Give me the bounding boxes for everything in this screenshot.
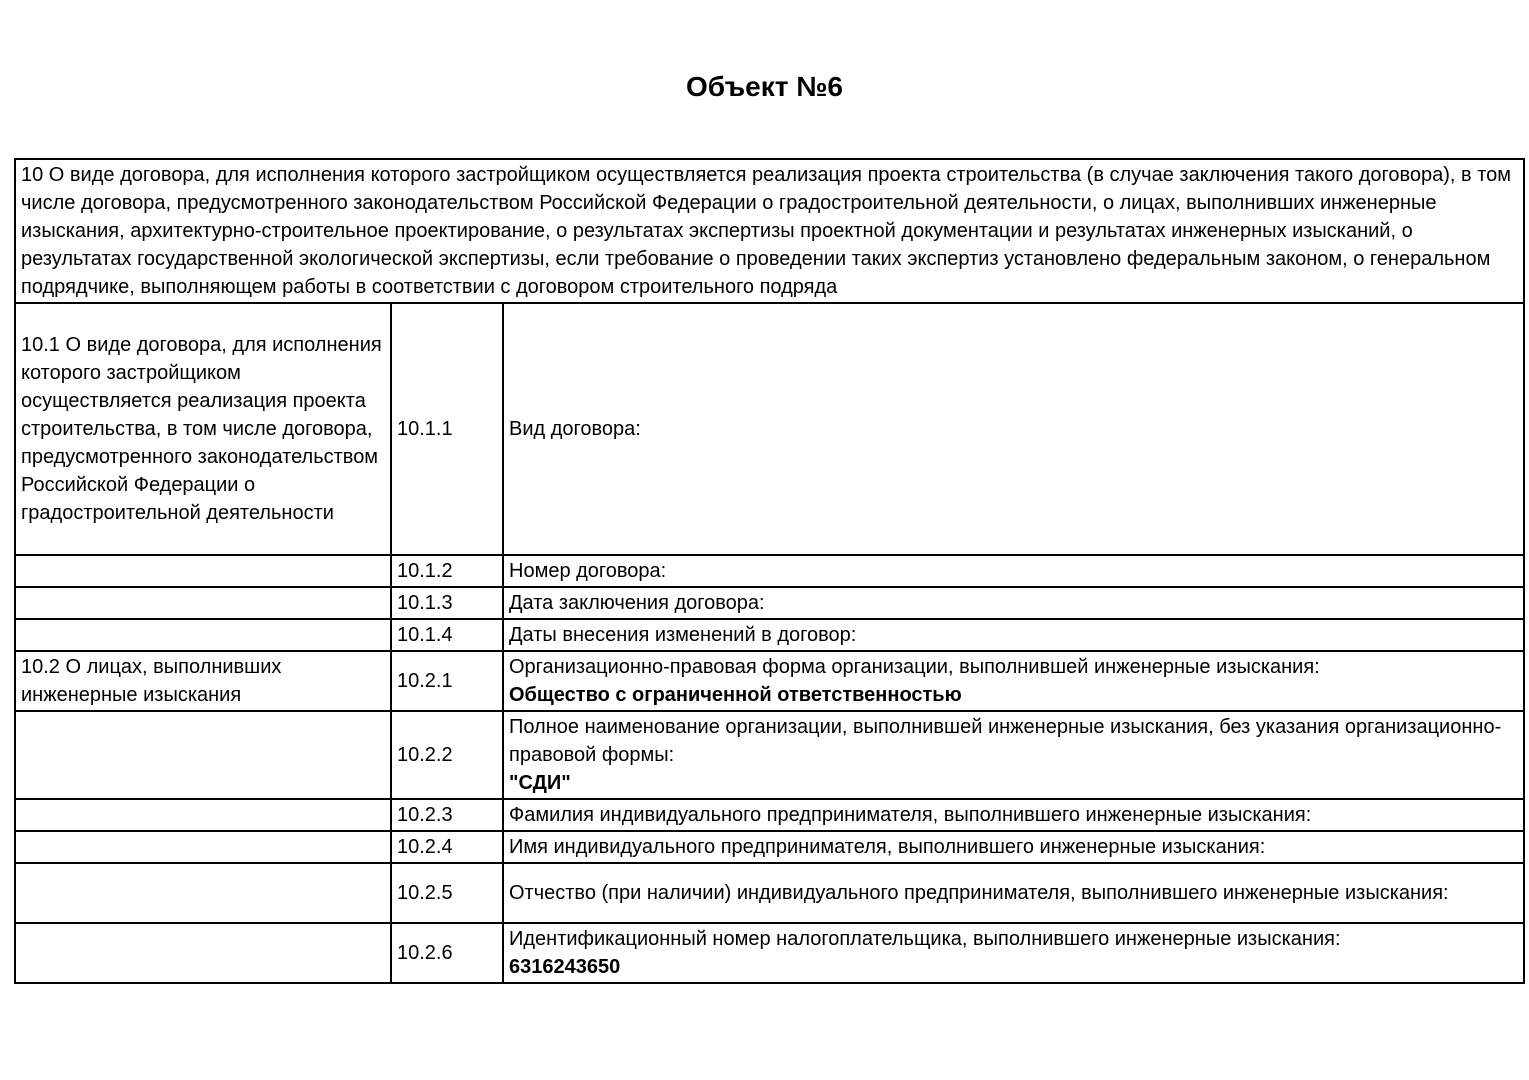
- table-row-10-2-2: [15, 711, 1524, 799]
- table-row-10-2-4: [15, 831, 1524, 863]
- field-label: Организационно-правовая форма организации, выполнившей инженерные изыскания:: [509, 656, 1320, 678]
- section-10-header-text: 10 О виде договора, для исполнения которого застройщиком осуществляется реализация проекта строительства (в случае заключения такого договора), в том числе договора, предусмотренного законодательством Российской Федерации о градостроительной деятельности, о лицах, выполнивших инженерные изыскания, архитектурно-строительное проектирование, о результатах экспертизы проектной документации и результатах инженерных изысканий, о результатах государственной экологической экспертизы, если требование о проведении таких экспертиз установлено федеральным законом, о генеральном подрядчике, выполняющем работы в соответствии с договором строительного подряда: [15, 159, 1524, 303]
- empty-cell: [15, 863, 391, 923]
- row-number: 10.1.1: [391, 303, 503, 555]
- field-value: 6316243650: [509, 956, 621, 978]
- row-number: 10.2.5: [391, 863, 503, 923]
- row-content: [503, 923, 1524, 983]
- row-content: [503, 555, 1524, 587]
- empty-cell: [15, 619, 391, 651]
- field-label: Полное наименование организации, выполнившей инженерные изыскания, без указания организационно-правовой формы:: [509, 716, 1502, 766]
- page-title: Объект №6: [686, 71, 843, 102]
- section-10-2-label: 10.2 О лицах, выполнивших инженерные изыскания: [15, 651, 391, 711]
- table-row-10-1-3: [15, 587, 1524, 619]
- row-number: 10.2.2: [391, 711, 503, 799]
- table-row-section-10-header: [15, 159, 1524, 303]
- row-number: 10.1.4: [391, 619, 503, 651]
- empty-cell: [15, 799, 391, 831]
- row-content: [503, 303, 1524, 555]
- table-row-10-2-1: [15, 651, 1524, 711]
- field-label: Имя индивидуального предпринимателя, выполнившего инженерные изыскания:: [509, 836, 1266, 858]
- row-number: 10.2.1: [391, 651, 503, 711]
- table-row-10-2-5: [15, 863, 1524, 923]
- row-content: [503, 831, 1524, 863]
- row-content: [503, 863, 1524, 923]
- row-content: [503, 651, 1524, 711]
- row-content: [503, 711, 1524, 799]
- field-label: Фамилия индивидуального предпринимателя, выполнившего инженерные изыскания:: [509, 804, 1312, 826]
- table-row-10-1-4: [15, 619, 1524, 651]
- table-row-10-1-2: [15, 555, 1524, 587]
- empty-cell: [15, 711, 391, 799]
- field-label: Номер договора:: [509, 560, 667, 582]
- declaration-table: [14, 158, 1525, 984]
- field-label: Даты внесения изменений в договор:: [509, 624, 857, 646]
- row-number: 10.1.3: [391, 587, 503, 619]
- row-number: 10.1.2: [391, 555, 503, 587]
- row-number: 10.2.3: [391, 799, 503, 831]
- field-label: Отчество (при наличии) индивидуального предпринимателя, выполнившего инженерные изыскания:: [509, 882, 1449, 904]
- row-content: [503, 799, 1524, 831]
- field-value: "СДИ": [509, 772, 571, 794]
- field-value: Общество с ограниченной ответственностью: [509, 684, 962, 706]
- field-label: Идентификационный номер налогоплательщика, выполнившего инженерные изыскания:: [509, 928, 1341, 950]
- section-10-1-label: 10.1 О виде договора, для исполнения которого застройщиком осуществляется реализация проекта строительства, в том числе договора, предусмотренного законодательством Российской Федерации о градостроительной деятельности: [15, 303, 391, 555]
- field-label: Вид договора:: [509, 418, 641, 440]
- row-number: 10.2.4: [391, 831, 503, 863]
- empty-cell: [15, 831, 391, 863]
- row-number: 10.2.6: [391, 923, 503, 983]
- field-label: Дата заключения договора:: [509, 592, 765, 614]
- table-row-10-2-6: [15, 923, 1524, 983]
- row-content: [503, 587, 1524, 619]
- empty-cell: [15, 923, 391, 983]
- empty-cell: [15, 555, 391, 587]
- table-row-10-1-1: [15, 303, 1524, 555]
- row-content: [503, 619, 1524, 651]
- table-row-10-2-3: [15, 799, 1524, 831]
- empty-cell: [15, 587, 391, 619]
